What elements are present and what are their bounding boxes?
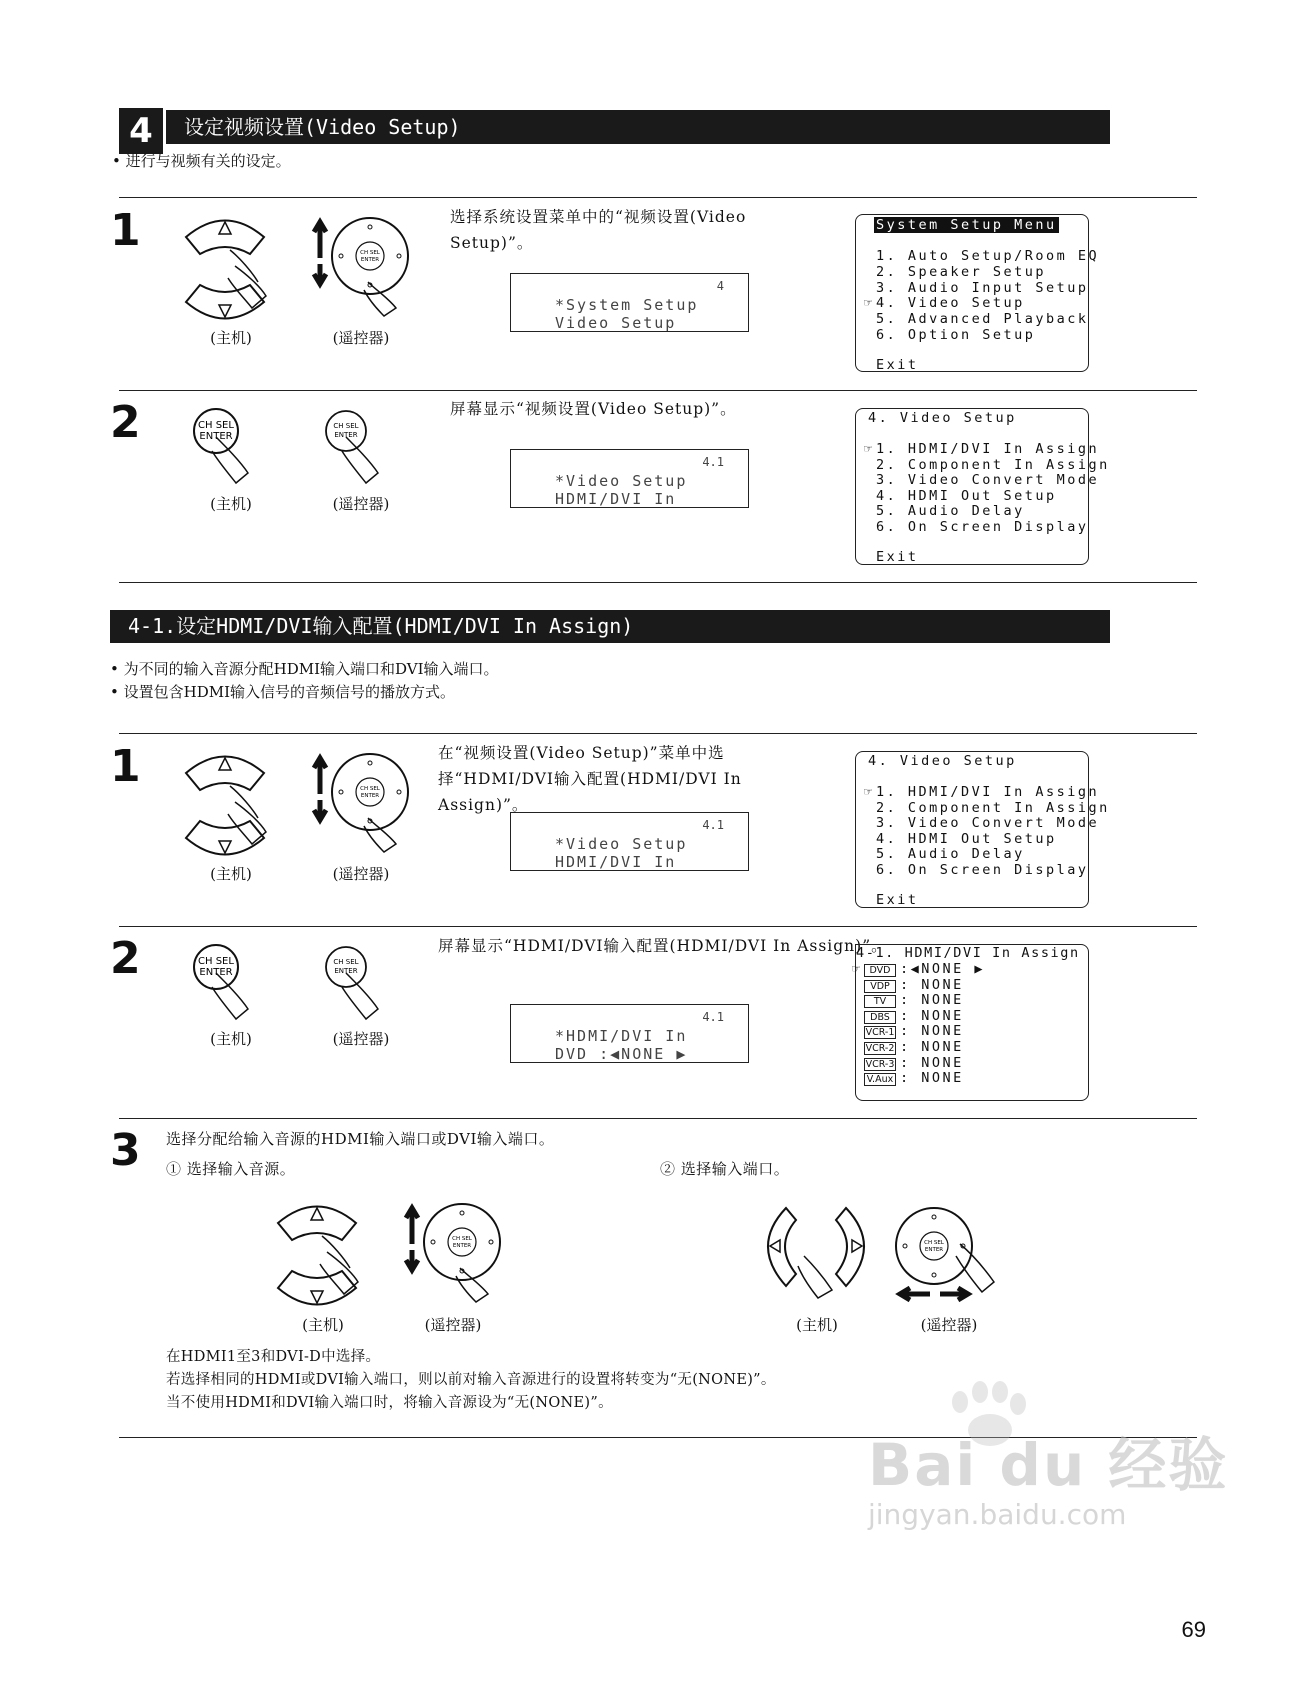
svg-text:ENTER: ENTER [334, 431, 358, 439]
svg-text:CH SEL: CH SEL [198, 956, 234, 967]
osd-menu-item: 3. Audio Input Setup [876, 280, 1089, 296]
svg-text:CH SEL: CH SEL [924, 1240, 944, 1246]
remote-caption: (遥控器) [332, 1030, 390, 1048]
remote-enter-button-illustration [324, 945, 404, 1035]
source-assignment-value: : NONE [900, 1023, 964, 1040]
display-number: 4.1 [702, 1010, 724, 1024]
step-description: 屏幕显示“视频设置(Video Setup)”。 [450, 400, 737, 418]
remote-cursor-pad-left-right-illustration [894, 1206, 1014, 1310]
osd-menu-item: 6. Option Setup [876, 327, 1036, 343]
svg-text:ENTER: ENTER [924, 1247, 944, 1253]
main-unit-caption: (主机) [210, 329, 252, 347]
main-unit-caption: (主机) [796, 1316, 838, 1334]
osd-exit: Exit [876, 892, 919, 908]
main-unit-up-down-keys-illustration [272, 1198, 372, 1318]
display-line-1: *HDMI/DVI In [555, 1027, 688, 1045]
display-line-2: HDMI/DVI In [555, 490, 677, 508]
osd-source-row [864, 1008, 964, 1025]
source-badge: DBS [864, 1011, 896, 1024]
source-badge: V.Aux [864, 1073, 896, 1086]
osd-system-setup-menu [855, 214, 1100, 373]
display-line-1: *Video Setup [555, 472, 688, 490]
source-assignment-value: : NONE [900, 1007, 964, 1024]
osd-source-row [864, 1023, 964, 1040]
svg-text:CH SEL: CH SEL [198, 420, 234, 431]
display-line-2: HDMI/DVI In [555, 853, 677, 871]
main-unit-caption: (主机) [210, 1030, 252, 1048]
subsection-bullet: • 设置包含HDMI输入信号的音频信号的播放方式。 [110, 683, 456, 701]
osd-title: System Setup Menu [876, 217, 1057, 233]
front-display [510, 812, 749, 871]
remote-caption: (遥控器) [920, 1316, 978, 1334]
osd-hdmi-dvi-assign-menu [852, 944, 1089, 1101]
note-line: 在HDMI1至3和DVI-D中选择。 [166, 1349, 381, 1365]
section-bullet: • 进行与视频有关的设定。 [112, 152, 291, 170]
osd-title: 4. Video Setup [868, 753, 1017, 769]
main-unit-up-down-keys-illustration [180, 748, 280, 868]
osd-menu-item: 5. Audio Delay [876, 846, 1025, 862]
source-badge: VCR-1 [865, 1027, 895, 1039]
section-number: 4 [119, 108, 163, 154]
source-assignment-value: : NONE [900, 976, 964, 993]
source-assignment-value: : NONE [900, 992, 964, 1009]
section-title: 设定视频设置(Video Setup) [166, 110, 1110, 144]
main-unit-caption: (主机) [210, 495, 252, 513]
source-badge: VCR-2 [865, 1043, 895, 1054]
osd-menu-item: 2. Component In Assign [876, 457, 1110, 473]
osd-menu-item: 5. Audio Delay [876, 503, 1025, 519]
display-number: 4.1 [702, 818, 724, 832]
svg-text:CH SEL: CH SEL [333, 958, 359, 966]
step-description: 选择系统设置菜单中的“视频设置(Video Setup)”。 [450, 208, 747, 252]
remote-cursor-pad-illustration [400, 1198, 510, 1308]
osd-menu-item: 6. On Screen Display [876, 862, 1089, 878]
osd-menu-item-selected: 4. Video Setup [876, 295, 1025, 311]
osd-source-row [864, 1070, 964, 1087]
step-description: 屏幕显示“HDMI/DVI输入配置(HDMI/DVI In Assign)”。 [438, 937, 888, 955]
osd-menu-item: 4. HDMI Out Setup [876, 831, 1057, 847]
remote-cursor-pad-illustration [308, 748, 418, 858]
substep-a-label: ① 选择输入音源。 [166, 1160, 296, 1178]
osd-menu-item: 6. On Screen Display [876, 519, 1089, 535]
front-display [510, 449, 749, 508]
divider [119, 390, 1197, 391]
osd-source-row [864, 961, 985, 978]
pointer-icon: ☞ [852, 961, 863, 977]
osd-menu-item-selected: 1. HDMI/DVI In Assign [876, 784, 1100, 800]
source-assignment-value: :◀NONE ▶ [900, 961, 986, 977]
divider [119, 1118, 1197, 1119]
svg-text:CH SEL: CH SEL [452, 1236, 472, 1242]
osd-menu-item: 3. Video Convert Mode [876, 815, 1100, 831]
step-number: 1 [110, 741, 141, 792]
pointer-icon: ☞ [864, 441, 875, 457]
osd-menu-item-selected: 1. HDMI/DVI In Assign [876, 441, 1100, 457]
svg-text:ENTER: ENTER [360, 793, 380, 799]
source-badge: VCR-3 [865, 1058, 895, 1070]
osd-menu-item: 5. Advanced Playback [876, 311, 1089, 327]
front-display [510, 273, 749, 332]
note-line: 若选择相同的HDMI或DVI输入端口，则以前对输入音源进行的设置将转变为“无(NONE)”。 [166, 1372, 776, 1388]
main-unit-caption: (主机) [302, 1316, 344, 1334]
remote-enter-button-illustration [324, 409, 404, 499]
subsection-title: 4-1.设定HDMI/DVI输入配置(HDMI/DVI In Assign) [110, 610, 1110, 643]
osd-menu-item: 1. Auto Setup/Room EQ [876, 248, 1100, 264]
osd-exit: Exit [876, 549, 919, 565]
substep-b-label: ② 选择输入端口。 [660, 1160, 790, 1178]
divider [119, 582, 1197, 583]
source-assignment-value: : NONE [900, 1070, 964, 1087]
step-description: 选择分配给输入音源的HDMI输入端口或DVI输入端口。 [166, 1130, 555, 1148]
main-unit-enter-button-illustration [192, 943, 272, 1033]
source-badge: VDP [864, 980, 896, 993]
source-assignment-value: : NONE [900, 1039, 964, 1055]
source-badge: TV [864, 995, 896, 1008]
osd-video-setup-menu [855, 751, 1110, 908]
pointer-icon: ☞ [864, 295, 875, 311]
step-number: 1 [110, 205, 141, 256]
display-line-2: DVD :◀NONE ▶ [555, 1045, 688, 1063]
remote-caption: (遥控器) [332, 329, 390, 347]
pointer-icon: ☞ [864, 784, 875, 800]
remote-caption: (遥控器) [424, 1316, 482, 1334]
remote-cursor-pad-illustration [308, 212, 418, 322]
osd-menu-item: 3. Video Convert Mode [876, 472, 1100, 488]
svg-text:ENTER: ENTER [360, 257, 380, 263]
divider [119, 733, 1197, 734]
osd-source-row [864, 1039, 964, 1056]
display-number: 4 [716, 279, 724, 293]
step-number: 2 [110, 933, 141, 984]
osd-title: 4. Video Setup [868, 410, 1017, 426]
main-unit-caption: (主机) [210, 865, 252, 883]
display-line-1: *System Setup [555, 296, 699, 314]
osd-title: 4-1. HDMI/DVI In Assign [856, 945, 1080, 961]
osd-source-row [864, 1055, 964, 1072]
osd-menu-item: 2. Component In Assign [876, 800, 1110, 816]
display-line-1: *Video Setup [555, 835, 688, 853]
svg-text:ENTER: ENTER [199, 431, 233, 442]
paw-icon [940, 1380, 1030, 1450]
display-number: 4.1 [702, 455, 724, 469]
main-unit-enter-button-illustration [192, 407, 272, 497]
watermark-logo: Bai du 经验 [868, 1431, 1229, 1499]
main-unit-left-right-keys-illustration [758, 1204, 878, 1304]
remote-caption: (遥控器) [332, 495, 390, 513]
svg-text:CH SEL: CH SEL [333, 422, 359, 430]
step-number: 3 [110, 1125, 141, 1176]
ch-sel-label: CH SEL [360, 250, 380, 256]
watermark-url: jingyan.baidu.com [868, 1498, 1127, 1531]
osd-source-row [864, 992, 964, 1009]
page-number: 69 [1181, 1617, 1206, 1642]
step-number: 2 [110, 397, 141, 448]
display-line-2: Video Setup [555, 314, 677, 332]
main-unit-up-down-keys-illustration [180, 212, 280, 332]
osd-menu-item: 2. Speaker Setup [876, 264, 1047, 280]
svg-text:CH SEL: CH SEL [360, 786, 380, 792]
osd-menu-item: 4. HDMI Out Setup [876, 488, 1057, 504]
svg-text:ENTER: ENTER [334, 967, 358, 975]
step-description: 在“视频设置(Video Setup)”菜单中选择“HDMI/DVI输入配置(HDMI/DVI In Assign)”。 [438, 744, 742, 814]
subsection-bullet: • 为不同的输入音源分配HDMI输入端口和DVI输入端口。 [110, 660, 499, 678]
front-display [510, 1004, 749, 1063]
svg-text:ENTER: ENTER [452, 1243, 472, 1249]
osd-source-row [864, 977, 964, 994]
divider [119, 926, 1197, 927]
note-line: 当不使用HDMI和DVI输入端口时，将输入音源设为“无(NONE)”。 [166, 1395, 613, 1411]
svg-text:ENTER: ENTER [199, 967, 233, 978]
source-assignment-value: : NONE [900, 1054, 964, 1071]
source-badge: DVD [864, 964, 896, 977]
osd-exit: Exit [876, 357, 919, 373]
osd-video-setup-menu [855, 408, 1110, 565]
remote-caption: (遥控器) [332, 865, 390, 883]
divider [119, 197, 1197, 198]
